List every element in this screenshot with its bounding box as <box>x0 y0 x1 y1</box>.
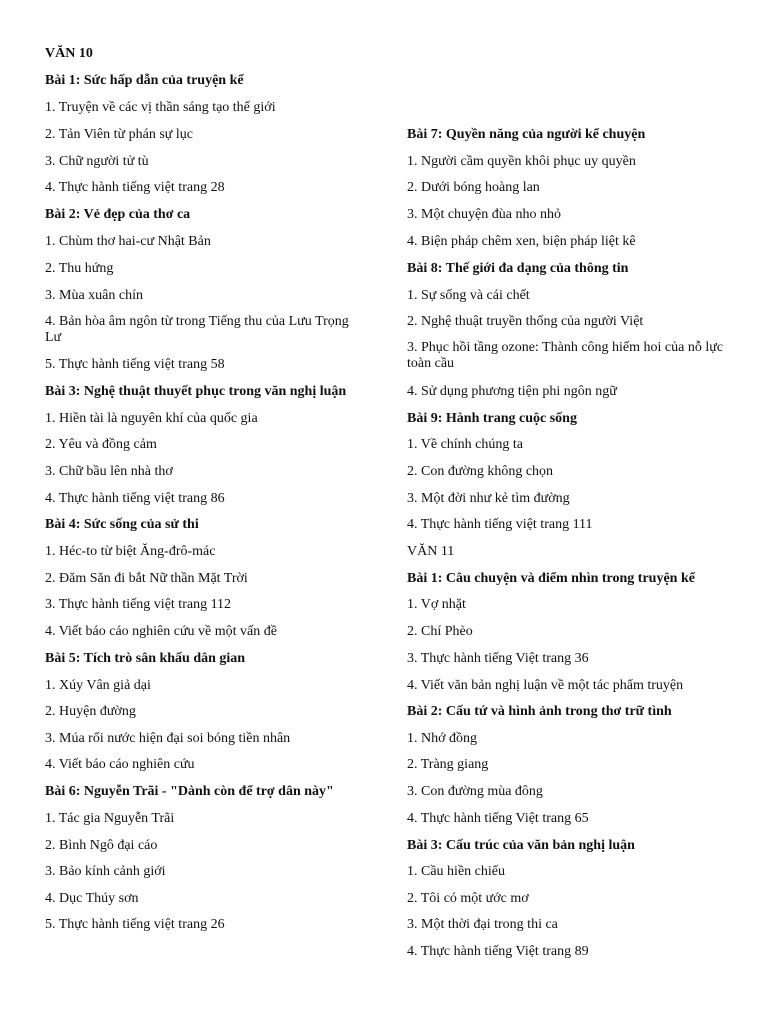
list-item: 3. Phục hồi tầng ozone: Thành công hiếm hoi của nỗ lực toàn cầu <box>407 340 724 371</box>
list-item: 1. Héc-to từ biệt Ăng-đrô-mác <box>45 544 216 559</box>
list-item: 1. Hiền tài là nguyên khí của quốc gia <box>45 411 258 426</box>
list-item: 2. Tràng giang <box>407 757 489 772</box>
list-item: 5. Thực hành tiếng việt trang 58 <box>45 357 225 372</box>
section-heading: Bài 4: Sức sống của sử thi <box>45 517 199 532</box>
list-item: 1. Truyện về các vị thần sáng tạo thế giới <box>45 100 276 115</box>
list-item: 3. Mùa xuân chín <box>45 288 143 303</box>
list-item: 1. Tác gia Nguyễn Trãi <box>45 811 175 826</box>
list-item: 3. Thực hành tiếng Việt trang 36 <box>407 651 589 666</box>
list-item: 2. Yêu và đồng cảm <box>45 437 157 452</box>
list-item: 1. Xúy Vân giả dại <box>45 678 151 693</box>
list-item: 2. Con đường không chọn <box>407 464 554 479</box>
list-item: 4. Viết báo cáo nghiên cứu <box>45 757 195 772</box>
list-item: 4. Thực hành tiếng việt trang 86 <box>45 491 225 506</box>
list-item: 2. Tản Viên từ phán sự lục <box>45 127 193 142</box>
list-item: 3. Con đường mùa đông <box>407 784 543 799</box>
list-item: 3. Bảo kính cảnh giới <box>45 864 166 879</box>
list-item: 4. Dục Thúy sơn <box>45 891 139 906</box>
list-item: 2. Tôi có một ước mơ <box>407 891 529 906</box>
list-item: 1. Sự sống và cái chết <box>407 288 530 303</box>
section-heading: Bài 1: Câu chuyện và điểm nhìn trong truyện kể <box>407 571 695 586</box>
list-item: 2. Đăm Săn đi bắt Nữ thần Mặt Trời <box>45 571 248 586</box>
list-item: 2. Thu hứng <box>45 261 114 276</box>
list-item: 4. Sử dụng phương tiện phi ngôn ngữ <box>407 384 617 399</box>
list-item: 3. Một thời đại trong thi ca <box>407 917 558 932</box>
section-heading: Bài 6: Nguyễn Trãi - "Dành còn để trợ dân này" <box>45 784 334 799</box>
section-heading: Bài 3: Nghệ thuật thuyết phục trong văn nghị luận <box>45 384 347 399</box>
section-heading: Bài 5: Tích trò sân khấu dân gian <box>45 651 246 666</box>
list-item: 4. Thực hành tiếng Việt trang 89 <box>407 944 589 959</box>
list-item: 1. Người cầm quyền khôi phục uy quyền <box>407 154 636 169</box>
section-heading: Bài 2: Vẻ đẹp của thơ ca <box>45 207 191 222</box>
list-item: 3. Thực hành tiếng việt trang 112 <box>45 597 232 612</box>
list-item: 3. Một chuyện đùa nho nhỏ <box>407 207 561 222</box>
list-item: 5. Thực hành tiếng việt trang 26 <box>45 917 225 932</box>
list-item: 4. Thực hành tiếng Việt trang 65 <box>407 811 589 826</box>
section-heading: VĂN 10 <box>45 46 93 61</box>
section-heading: Bài 9: Hành trang cuộc sống <box>407 411 577 426</box>
list-item: 4. Bản hòa âm ngôn từ trong Tiếng thu của Lưu Trọng Lư <box>45 314 349 345</box>
list-item: 3. Chữ người tử tù <box>45 154 149 169</box>
list-item: 2. Huyện đường <box>45 704 136 719</box>
section-heading: Bài 7: Quyền năng của người kể chuyện <box>407 127 646 142</box>
section-heading: Bài 3: Cấu trúc của văn bản nghị luận <box>407 838 635 853</box>
list-item: 2. Dưới bóng hoàng lan <box>407 180 540 195</box>
list-item: 4. Viết văn bản nghị luận về một tác phẩm truyện <box>407 678 684 693</box>
list-item: 1. Nhớ đồng <box>407 731 478 746</box>
section-heading: Bài 1: Sức hấp dẫn của truyện kể <box>45 73 244 88</box>
list-item: 2. Chí Phèo <box>407 624 473 639</box>
list-item: 3. Một đời như kẻ tìm đường <box>407 491 570 506</box>
list-item: 1. Cầu hiền chiếu <box>407 864 505 879</box>
list-item: 3. Múa rối nước hiện đại soi bóng tiền nhân <box>45 731 291 746</box>
list-item: 4. Thực hành tiếng việt trang 28 <box>45 180 225 195</box>
list-item: 1. Chùm thơ hai-cư Nhật Bản <box>45 234 211 249</box>
list-item: 4. Thực hành tiếng việt trang 111 <box>407 517 593 532</box>
list-item: 1. Về chính chúng ta <box>407 437 523 452</box>
section-heading: Bài 8: Thế giới đa dạng của thông tin <box>407 261 629 276</box>
list-item: 3. Chữ bầu lên nhà thơ <box>45 464 173 479</box>
list-item: VĂN 11 <box>407 544 455 559</box>
list-item: 4. Viết báo cáo nghiên cứu về một vấn đề <box>45 624 277 639</box>
list-item: 1. Vợ nhặt <box>407 597 466 612</box>
section-heading: Bài 2: Cấu tứ và hình ảnh trong thơ trữ tình <box>407 704 672 719</box>
list-item: 2. Bình Ngô đại cáo <box>45 838 158 853</box>
list-item: 2. Nghệ thuật truyền thống của người Việt <box>407 314 644 329</box>
list-item: 4. Biện pháp chêm xen, biện pháp liệt kê <box>407 234 636 249</box>
